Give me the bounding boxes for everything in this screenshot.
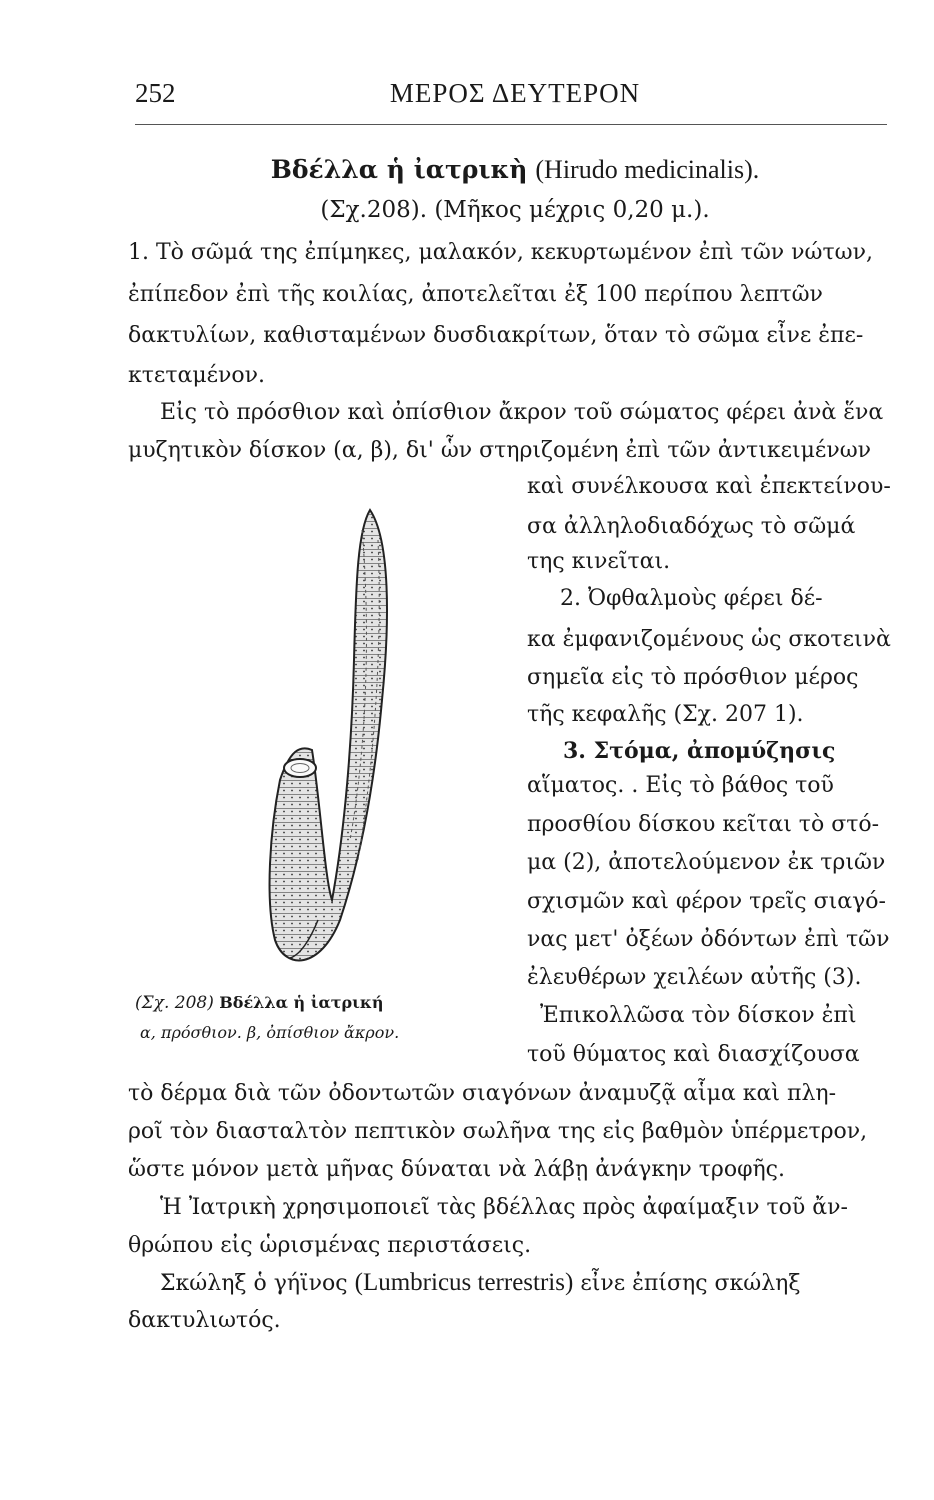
text-line: μυζητικὸν δίσκον (α, β), δι' ὧν στηριζομένη ἐπὶ τῶν ἀντικειμένων <box>128 438 872 463</box>
text-line: προσθίου δίσκου κεῖται τὸ στό- <box>527 812 880 837</box>
leech-illustration <box>240 500 490 990</box>
text-line: καὶ συνέλκουσα καὶ ἐπεκτείνου- <box>527 474 891 499</box>
text-line: τοῦ θύματος καὶ διασχίζουσα <box>527 1042 860 1067</box>
text-line: ὥστε μόνον μετὰ μῆνας δύναται νὰ λάβῃ ἀνάγκην τροφῆς. <box>128 1157 785 1182</box>
section-title <box>135 153 895 187</box>
text-line: κα ἐμφανιζομένους ὡς σκοτεινὰ <box>527 627 891 652</box>
text-line: Ἡ Ἰατρικὴ χρησιμοποιεῖ τὰς βδέλλας πρὸς ἀφαίμαξιν τοῦ ἄν- <box>160 1195 848 1220</box>
text-line: σα ἀλληλοδιαδόχως τὸ σῶμά <box>527 514 856 539</box>
text-line: κτεταμένον. <box>128 363 266 388</box>
header-rule <box>135 124 887 125</box>
figure-caption-legend: α, πρόσθιον. β, ὀπίσθιον ἄκρον. <box>140 1023 400 1042</box>
figure-caption <box>135 993 384 1013</box>
leech-body <box>270 510 387 960</box>
title-greek: Βδέλλα ἡ ἰατρικὴ <box>270 155 528 184</box>
p5-latin: (Lumbricus terrestris) <box>354 1269 574 1296</box>
anterior-sucker <box>284 759 316 777</box>
text-line: τῆς κεφαλῆς (Σχ. 207 1). <box>527 702 804 727</box>
text-line: αἵματος. . Εἰς τὸ βάθος τοῦ <box>527 773 834 798</box>
text-line: θρώπου εἰς ὡρισμένας περιστάσεις. <box>128 1233 532 1258</box>
text-line: δακτυλιωτός. <box>128 1308 281 1333</box>
page-header <box>135 78 895 118</box>
text-line: 3. Στόμα, ἀπομύζησις <box>563 738 836 764</box>
caption-label: (Σχ. 208) <box>135 993 214 1013</box>
title-latin: (Hirudo medicinalis). <box>535 155 760 184</box>
text-line: ἐπίπεδον ἐπὶ τῆς κοιλίας, ἀποτελεῖται ἐξ 100 περίπου λεπτῶν <box>128 282 823 307</box>
text-line: τὸ δέρμα διὰ τῶν ὀδοντωτῶν σιαγόνων ἀναμυζᾷ αἷμα καὶ πλη- <box>128 1081 837 1106</box>
p5-lead: Σκώληξ ὁ γήϊνος <box>160 1271 348 1296</box>
text-line: 1. Τὸ σῶμά της ἐπίμηκες, μαλακόν, κεκυρτωμένον ἐπὶ τῶν νώτων, <box>128 240 873 265</box>
section-subtitle: (Σχ.208). (Μῆκος μέχρις 0,20 μ.). <box>320 197 710 223</box>
text-line: Ἐπικολλῶσα τὸν δίσκον ἐπὶ <box>540 1003 857 1028</box>
running-head: ΜΕΡΟΣ ΔΕΥΤΕΡΟΝ <box>389 78 641 108</box>
text-line: ἐλευθέρων χειλέων αὐτῆς (3). <box>527 965 862 990</box>
text-line: δακτυλίων, καθισταμένων δυσδιακρίτων, ὅταν τὸ σῶμα εἶνε ἐπε- <box>128 323 864 348</box>
text-line: 2. Ὀφθαλμοὺς φέρει δέ- <box>560 586 823 611</box>
text-line: της κινεῖται. <box>527 549 671 574</box>
text-line: σημεῖα εἰς τὸ πρόσθιον μέρος <box>527 665 859 690</box>
text-line: ροῖ τὸν διασταλτὸν πεπτικὸν σωλῆνα της εἰς βαθμὸν ὑπέρμετρον, <box>128 1119 868 1144</box>
caption-title: Βδέλλα ἡ ἰατρική <box>219 993 384 1012</box>
p5-rest: εἶνε ἐπίσης σκώληξ <box>580 1271 801 1296</box>
page-number: 252 <box>135 78 176 108</box>
text-line: σχισμῶν καὶ φέρον τρεῖς σιαγό- <box>527 889 886 914</box>
text-line: νας μετ' ὀξέων ὀδόντων ἐπὶ τῶν <box>527 927 890 952</box>
text-line <box>160 1268 800 1299</box>
text-line: μα (2), ἀποτελούμενον ἐκ τριῶν <box>527 850 886 875</box>
text-line: Εἰς τὸ πρόσθιον καὶ ὀπίσθιον ἄκρον τοῦ σώματος φέρει ἀνὰ ἕνα <box>160 400 884 425</box>
